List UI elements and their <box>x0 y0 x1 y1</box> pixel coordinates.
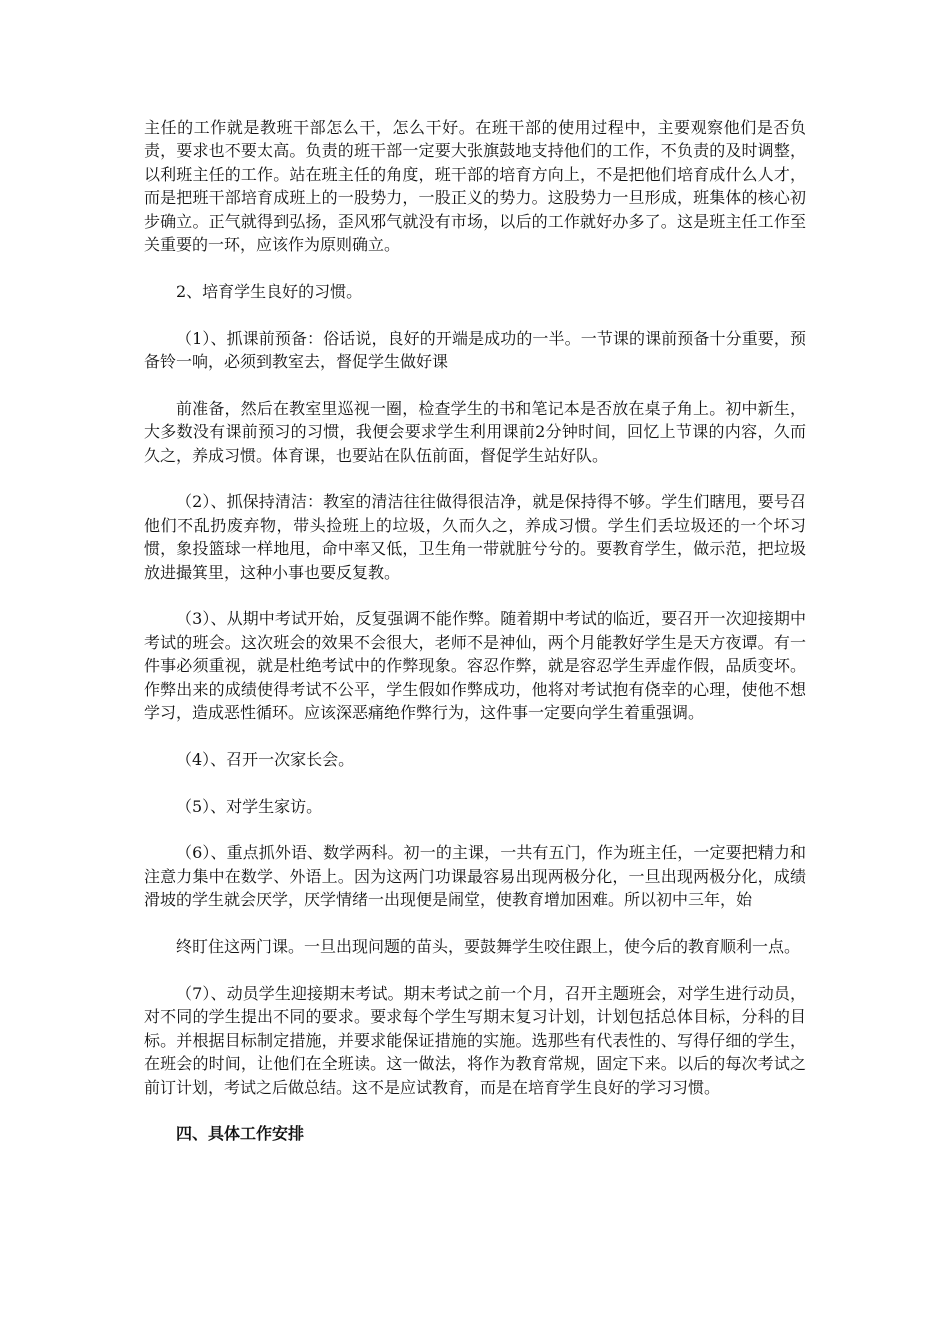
document-page <box>144 116 806 1146</box>
paragraph-habits-title: 2、培育学生良好的习惯。 <box>176 281 363 301</box>
paragraph-no-cheating: （3）、从期中考试开始，反复强调不能作弊。随着期中考试的临近，要召开一次迎接期中考试的班会。这次班会的效果不会很大，老师不是神仙，两个月能教好学生是天方夜谭。有一件事必须重视，就是杜绝考试中的作弊现象。容忍作弊，就是容忍学生弄虚作假，品质变坏。作弊出来的成绩使得考试不公平，学生假如作弊成功，他将对考试抱有侥幸的心理，使他不想学习，造成恶性循环。应该深恶痛绝作弊行为，这件事一定要向学生着重强调。 <box>144 609 806 723</box>
paragraph-home-visit: （5）、对学生家访。 <box>176 796 323 816</box>
paragraph-class-cadre: 主任的工作就是教班干部怎么干，怎么干好。在班干部的使用过程中，主要观察他们是否负责，要求也不要太高。负责的班干部一定要大张旗鼓地支持他们的工作，不负责的及时调整，以利班主任的工作。站在班主任的角度，班干部的培育方向上，不是把他们培育成什么人才，而是把班干部培育成班上的一股势力，一股正义的势力。这股势力一旦形成，班集体的核心初步确立。正气就得到弘扬，歪风邪气就没有市场，以后的工作就好办多了。这是班主任工作至关重要的一环，应该作为原则确立。 <box>144 118 806 255</box>
paragraph-class-prep-cont: 前准备，然后在教室里巡视一圈，检查学生的书和笔记本是否放在桌子角上。初中新生，大多数没有课前预习的习惯，我便会要求学生利用课前2分钟时间，回忆上节课的内容，久而久之，养成习惯。体育课，也要站在队伍前面，督促学生站好队。 <box>144 398 806 465</box>
paragraph-parent-meeting: （4）、召开一次家长会。 <box>176 749 355 769</box>
paragraph-final-exam: （7）、动员学生迎接期末考试。期末考试之前一个月，召开主题班会，对学生进行动员，对不同的学生提出不同的要求。要求每个学生写期末复习计划，计划包括总体目标，分科的目标。并根据目标制定措施，并要求能保证措施的实施。选那些有代表性的、写得仔细的学生，在班会的时间，让他们在全班读。这一做法，将作为教育常规，固定下来。以后的每次考试之前订计划，考试之后做总结。这不是应试教育，而是在培育学生良好的学习习惯。 <box>144 983 806 1097</box>
paragraph-key-subjects-cont: 终盯住这两门课。一旦出现问题的苗头，要鼓舞学生咬住跟上，使今后的教育顺利一点。 <box>176 937 801 957</box>
paragraph-class-prep: （1）、抓课前预备：俗话说，良好的开端是成功的一半。一节课的课前预备十分重要，预备铃一响，必须到教室去，督促学生做好课 <box>144 328 806 372</box>
paragraph-cleanliness: （2）、抓保持清洁：教室的清洁往往做得很洁净，就是保持得不够。学生们瞎甩，要号召他们不乱扔废弃物，带头捡班上的垃圾，久而久之，养成习惯。学生们丢垃圾还的一个坏习惯，象投篮球一样地甩，命中率又低，卫生角一带就脏兮兮的。要教育学生，做示范，把垃圾放进撮箕里，这种小事也要反复教。 <box>144 492 806 582</box>
section-heading: 四、具体工作安排 <box>176 1124 305 1144</box>
paragraph-key-subjects: （6）、重点抓外语、数学两科。初一的主课，一共有五门，作为班主任，一定要把精力和注意力集中在数学、外语上。因为这两门功课最容易出现两极分化，一旦出现两极分化，成绩滑坡的学生就会厌学，厌学情绪一出现便是闹堂，使教育增加困难。所以初中三年，始 <box>144 843 806 910</box>
